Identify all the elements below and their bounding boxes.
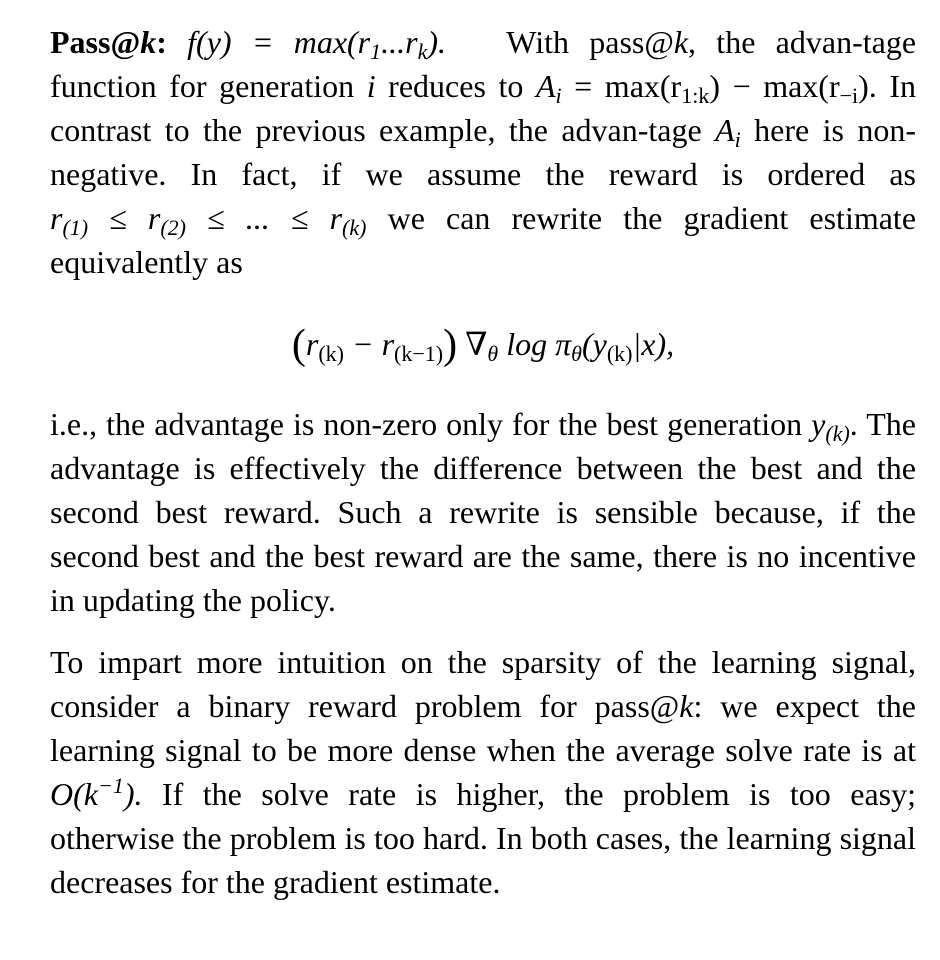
eq-minus-r: − r — [343, 326, 395, 362]
big-o-sup: −1 — [97, 773, 124, 798]
eq-nabla: ∇ — [457, 326, 488, 362]
heading-colon: : — [156, 24, 167, 60]
a-sub-2: i — [734, 127, 741, 152]
i-symbol: i — [366, 68, 376, 104]
eq-open-paren: ( — [291, 322, 306, 368]
eq-close-paren: ) — [443, 322, 458, 368]
equation-content — [291, 322, 675, 368]
k-symbol: k — [673, 24, 689, 60]
k-symbol-2: k — [679, 688, 694, 724]
text-impart-intuition: To impart more intuition on the sparsity of the learning signal, consider a binary reward problem for pass@ — [50, 644, 916, 724]
eq-arg-sub: (k) — [606, 341, 633, 366]
eq-sub-k1: (k−1) — [394, 341, 444, 366]
f-definition — [187, 24, 447, 64]
text-solve-rate: If the solve rate is higher, the problem is too easy; otherwise the problem is too hard. In both cases, the learning signal decreases for the gradient estimate. — [50, 776, 916, 900]
eq-arg-open: (y — [581, 326, 607, 362]
paper-page — [50, 20, 916, 904]
f-def-end: ). — [427, 24, 447, 60]
eq-log-pi: log π — [498, 326, 572, 362]
eq-r: r — [305, 326, 319, 362]
big-o-expression — [50, 773, 143, 812]
f-def-mid: ...r — [381, 24, 418, 60]
reward-ordering — [50, 200, 367, 240]
heading-k: k — [140, 24, 157, 60]
a-symbol: A — [535, 68, 556, 104]
text-advantage-difference: . The advantage is effectively the difference between the best and the second best reward. Such a rewrite is sensible because, if the second best and the best reward are the same, there is no incentive in updating the policy. — [50, 406, 917, 618]
eq-part-3: ). — [858, 68, 877, 104]
display-equation — [50, 284, 916, 404]
eq-part-2: ) − max(r — [709, 68, 840, 104]
order-sub1: (1) — [62, 215, 89, 240]
order-leq2: ≤ ... ≤ r — [186, 200, 343, 236]
a-sub: i — [555, 83, 562, 108]
paragraph-sparsity — [50, 640, 916, 904]
text-in-contrast: In contrast to the previous example, the advan-tage — [50, 68, 917, 148]
order-r1: r — [50, 200, 63, 236]
text-non-negative: here is non-negative. In fact, if we assume the reward is ordered as — [50, 112, 917, 192]
text-advantage-function: , the advan-tage function for generation — [50, 24, 917, 104]
text-ie: i.e., the advantage is non-zero only for the best generation — [50, 406, 812, 442]
f-def-sub1: 1 — [370, 39, 382, 64]
text-rewrite: we can rewrite the gradient estimate equivalently as — [50, 200, 917, 280]
paragraph-heading — [50, 24, 167, 60]
eq-part-1: = max(r — [561, 68, 682, 104]
order-sub2: (2) — [160, 215, 187, 240]
text-expect-dense: : we expect the learning signal to be more dense when the average solve rate is at — [50, 688, 917, 768]
big-o-end: ). — [123, 776, 143, 812]
paragraph-pass-at-k — [50, 20, 916, 284]
a-symbol-2: A — [715, 112, 735, 148]
text-reduces-to: reduces to — [375, 68, 536, 104]
eq-nabla-sub: θ — [487, 341, 499, 366]
y-sub: (k) — [825, 421, 850, 446]
big-o: O(k — [50, 776, 98, 812]
a-i-symbol — [715, 112, 741, 152]
order-subk: (k) — [342, 215, 367, 240]
eq-arg-rest: |x), — [632, 326, 675, 362]
f-def-text: f(y) = max(r — [187, 24, 371, 60]
text-with-pass: With pass@ — [506, 24, 674, 60]
paragraph-advantage-nonzero — [50, 402, 916, 622]
f-def-subk: k — [417, 39, 428, 64]
heading-prefix: Pass@ — [50, 24, 141, 60]
y-k-symbol — [811, 406, 850, 446]
eq-sub-1: 1:k — [681, 83, 710, 108]
eq-sub-k: (k) — [318, 341, 344, 366]
advantage-equation — [535, 68, 877, 108]
eq-pi-sub: θ — [571, 341, 582, 366]
order-leq1: ≤ r — [88, 200, 161, 236]
eq-sub-2: −i — [839, 83, 859, 108]
y-symbol: y — [811, 406, 826, 442]
